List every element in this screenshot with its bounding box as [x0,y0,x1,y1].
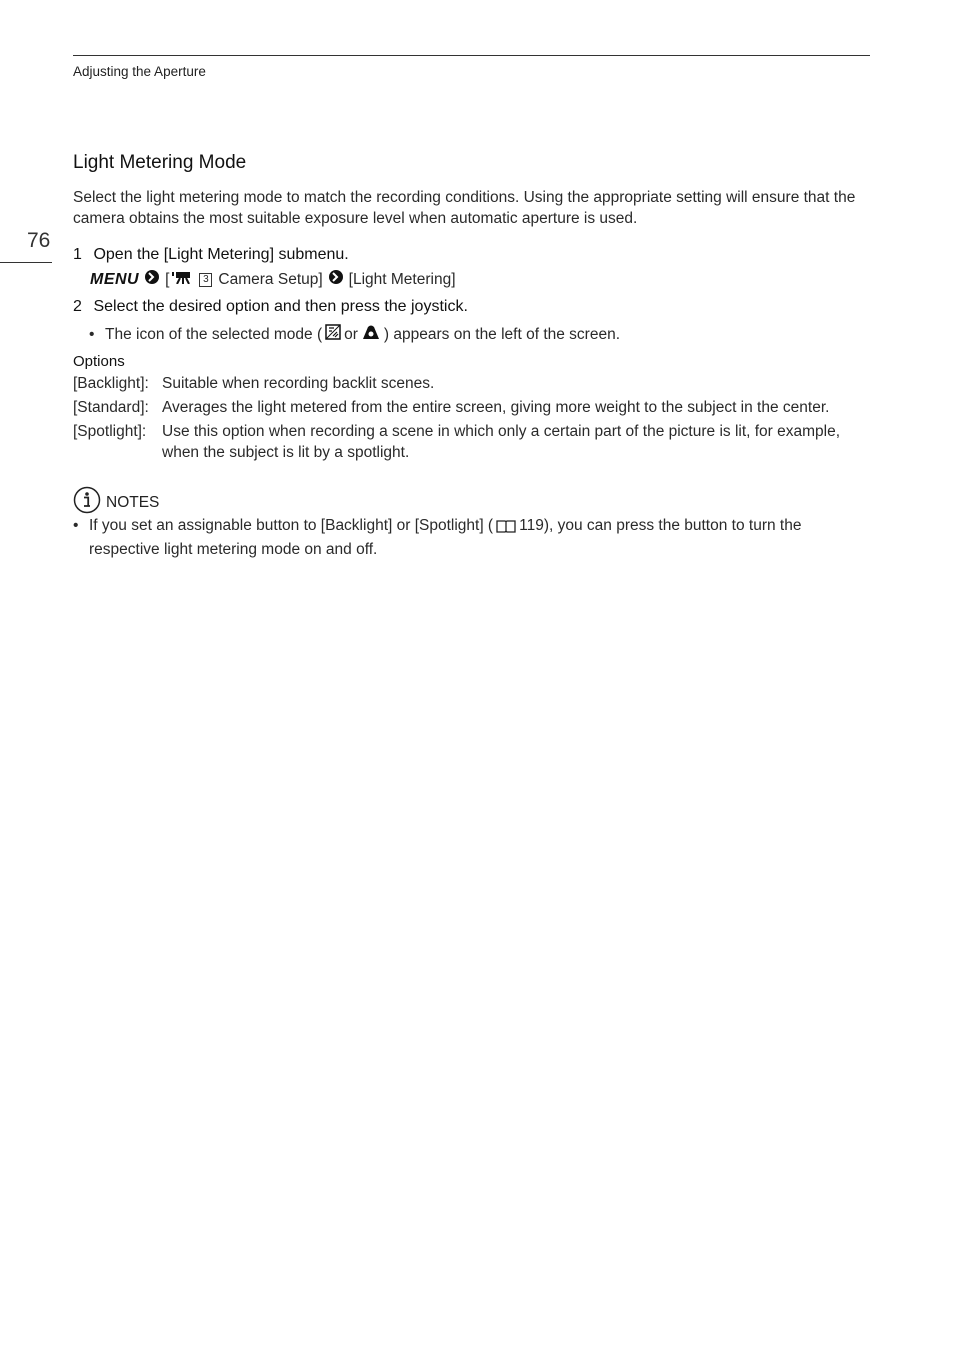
bullet-text-pre: The icon of the selected mode ( [105,325,323,343]
header-rule [73,55,870,56]
section-title: Light Metering Mode [73,152,247,173]
option-term: [Spotlight]: [73,423,147,440]
submenu-label: Camera Setup] [218,270,323,288]
option-description: Suitable when recording backlit scenes. [162,375,435,392]
running-head: Adjusting the Aperture [73,64,206,79]
menu-path [90,270,456,289]
step-number: 2 [73,298,82,315]
page-number-rule [0,262,52,263]
submenu-number: 3 [199,273,212,287]
notes-item [73,515,873,560]
bullet-dot: • [89,325,95,343]
bullet-text-middle: or [344,325,358,343]
notes-text-post: ), you can press the button to turn the respective light metering mode on and off. [89,517,802,558]
menu-button-label: MENU [90,270,140,288]
submenu-item: [Light Metering] [348,270,456,288]
notes-label: NOTES [106,493,160,511]
spotlight-icon [361,324,381,345]
step-text: Select the desired option and then press the joystick. [93,298,468,315]
step-number: 1 [73,246,82,263]
book-reference-icon [496,518,516,539]
option-row [73,374,873,395]
bullet-dot: • [73,517,79,534]
page-number: 76 [27,229,51,252]
option-term: [Backlight]: [73,375,149,392]
step-text: Open the [Light Metering] submenu. [93,246,349,263]
camera-setup-icon [172,270,192,289]
backlight-icon [325,324,341,345]
path-open-bracket: [ [165,270,170,288]
option-row [73,398,873,419]
option-term: [Standard]: [73,399,149,416]
notes-text-pre: If you set an assignable button to [Backlight] or [Spotlight] ( [89,517,494,534]
option-row [73,422,873,463]
bullet-text-post: ) appears on the left of the screen. [383,325,621,343]
option-description: Use this option when recording a scene in which only a certain part of the picture is lit, for example, when the subject is lit by a spotlight. [162,423,841,461]
double-chevron-icon [144,270,160,289]
step-1 [73,246,349,264]
option-description: Averages the light metered from the entire screen, giving more weight to the subject in the center. [162,399,830,416]
notes-text [89,515,873,560]
step-2-bullet [89,324,620,345]
intro-paragraph: Select the light metering mode to match the recording conditions. Using the appropriate setting will ensure that the camera obtains the most suitable exposure level when automatic aperture is used. [73,189,856,227]
notes-page-ref[interactable]: 119 [519,517,544,534]
step-2 [73,298,468,316]
double-chevron-icon [328,270,344,289]
options-heading: Options [73,353,125,370]
